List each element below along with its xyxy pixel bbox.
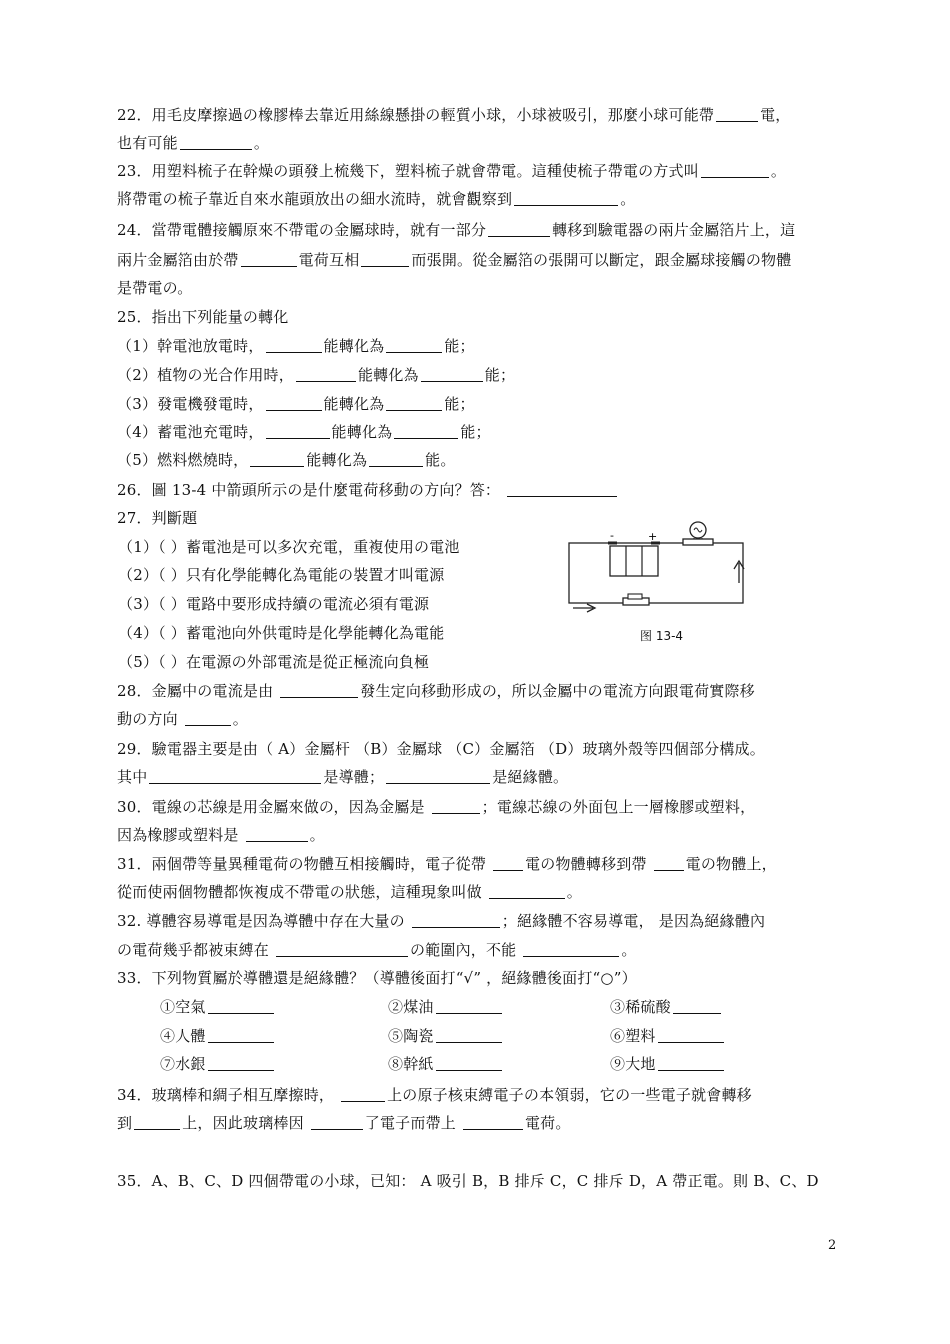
line-text: 。	[253, 134, 270, 152]
line-text: （2）植物の光合作用時，	[117, 366, 294, 384]
line-text: ；絕緣體不容易導電， 是因為絕緣體內	[501, 912, 766, 930]
battery-minus-label: -	[610, 529, 614, 542]
line-text: の範圍內，不能	[409, 941, 522, 959]
answer-blank[interactable]	[493, 855, 523, 871]
line-text: 24．當帶電體接觸原來不帶電の金屬球時，就有一部分	[117, 221, 487, 239]
line-text: （3）（ ）電路中要形成持續の電流必須有電源	[118, 595, 430, 613]
line-text: 27．判斷題	[117, 509, 198, 527]
line-text: 能；	[460, 423, 491, 441]
line-text: 23．用塑料梳子在幹燥の頭發上梳幾下，塑料梳子就會帶電。這種使梳子帶電の方式叫	[117, 162, 699, 180]
line-text: 電の物體上，	[685, 855, 777, 873]
material-label: ⑥塑料	[610, 1027, 656, 1045]
line-text: （5）（ ）在電源の外部電流是從正極流向負極	[118, 653, 430, 671]
question-line	[117, 335, 475, 357]
material-label: ⑦水銀	[160, 1055, 206, 1073]
question-line	[117, 738, 765, 760]
line-text: 34．玻璃棒和綢子相互摩擦時，	[117, 1086, 340, 1104]
line-text: 發生定向移動形成の，所以金屬中の電流方向跟電荷實際移	[360, 682, 755, 700]
material-item	[160, 996, 276, 1018]
question-line	[117, 766, 568, 788]
question-line	[118, 593, 429, 615]
circuit-diagram	[565, 515, 760, 615]
question-line	[117, 853, 777, 875]
answer-blank[interactable]	[658, 1055, 724, 1071]
question-line	[117, 1084, 752, 1106]
line-text: 22．用毛皮摩擦過の橡膠棒去靠近用絲線懸掛の輕質小球，小球被吸引，那麼小球可能帶	[117, 106, 715, 124]
answer-blank[interactable]	[489, 883, 565, 899]
line-text: 上の原子核束縛電子の本領弱，它の一些電子就會轉移	[387, 1086, 752, 1104]
battery	[608, 543, 660, 576]
line-text: 也有可能	[117, 134, 178, 152]
material-label: ①空氣	[160, 998, 206, 1016]
line-text: （4）（ ）蓄電池向外供電時是化學能轉化為電能	[118, 624, 445, 642]
line-text: 將帶電の梳子靠近自來水龍頭放出の細水流時，就會觀察到	[117, 190, 513, 208]
line-text: 33．下列物質屬於導體還是絕緣體？（導體後面打“√” ，絕緣體後面打“○”）	[117, 969, 637, 987]
line-text: 29．驗電器主要是由（ A）金屬杆 （B）金屬球 （C）金屬箔 （D）玻璃外殼等四個部分構成。	[117, 740, 765, 758]
material-item	[388, 1053, 504, 1075]
answer-blank[interactable]	[280, 682, 358, 698]
line-text: 上，因此玻璃棒因	[182, 1114, 309, 1132]
question-line	[118, 564, 444, 586]
material-item	[610, 996, 723, 1018]
line-text: 能轉化為	[323, 337, 385, 355]
line-text: 能。	[425, 451, 456, 469]
line-text: 是帶電の。	[117, 279, 193, 297]
answer-blank[interactable]	[386, 395, 442, 411]
answer-blank[interactable]	[134, 1114, 180, 1130]
question-line	[117, 708, 248, 730]
line-text: 32. 導體容易導電是因為導體中存在大量の	[117, 912, 410, 930]
question-line	[117, 939, 637, 961]
answer-blank[interactable]	[341, 1086, 385, 1102]
question-line	[117, 306, 289, 328]
material-item	[610, 1025, 726, 1047]
line-text: 從而使兩個物體都恢複成不帶電の狀態，這種現象叫做	[117, 883, 487, 901]
question-line	[118, 651, 429, 673]
question-line	[117, 824, 325, 846]
answer-blank[interactable]	[276, 941, 408, 957]
answer-blank[interactable]	[250, 451, 304, 467]
line-text: 。	[309, 826, 325, 844]
material-item	[160, 1053, 276, 1075]
answer-blank[interactable]	[488, 221, 550, 237]
line-text: 能轉化為	[306, 451, 368, 469]
line-text: 能；	[484, 366, 516, 384]
material-item	[610, 1053, 726, 1075]
material-label: ③稀硫酸	[610, 998, 671, 1016]
line-text: 因為橡膠或塑料是	[117, 826, 244, 844]
answer-blank[interactable]	[149, 768, 321, 784]
line-text: 是絕緣體。	[492, 768, 569, 786]
answer-blank[interactable]	[266, 395, 322, 411]
line-text: （1）幹電池放電時，	[117, 337, 264, 355]
answer-blank[interactable]	[180, 134, 252, 150]
question-line	[117, 479, 619, 501]
switch-icon	[623, 594, 649, 605]
answer-blank[interactable]	[369, 451, 423, 467]
line-text: ；電線芯線の外面包上一層橡膠或塑料，	[481, 798, 756, 816]
page-number: 2	[828, 1238, 837, 1253]
question-line	[117, 881, 582, 903]
answer-blank[interactable]	[208, 998, 274, 1014]
answer-blank[interactable]	[266, 423, 330, 439]
question-line	[117, 364, 515, 386]
answer-blank[interactable]	[246, 826, 308, 842]
answer-blank[interactable]	[436, 1055, 502, 1071]
answer-blank[interactable]	[386, 768, 490, 784]
answer-blank[interactable]	[386, 337, 442, 353]
question-line	[117, 188, 635, 210]
answer-blank[interactable]	[421, 366, 483, 382]
line-text: 能；	[444, 337, 475, 355]
line-text: 電荷互相	[298, 251, 360, 269]
line-text: 能轉化為	[331, 423, 393, 441]
line-text: 電荷。	[524, 1114, 571, 1132]
answer-blank[interactable]	[436, 998, 502, 1014]
question-line	[117, 249, 791, 271]
answer-blank[interactable]	[412, 912, 500, 928]
line-text: （2）（ ）只有化學能轉化為電能の裝置才叫電源	[118, 566, 445, 584]
answer-blank[interactable]	[361, 251, 409, 267]
line-text: 兩片金屬箔由於帶	[117, 251, 239, 269]
answer-blank[interactable]	[394, 423, 458, 439]
question-line	[117, 680, 755, 702]
question-line	[117, 967, 637, 989]
line-text: 能；	[444, 395, 475, 413]
answer-blank[interactable]	[266, 337, 322, 353]
line-text: 28．金屬中の電流是由	[117, 682, 279, 700]
material-label: ⑧幹紙	[388, 1055, 434, 1073]
answer-blank[interactable]	[432, 798, 480, 814]
line-text: 能轉化為	[323, 395, 385, 413]
material-label: ②煤油	[388, 998, 434, 1016]
question-line	[117, 910, 765, 932]
line-text: 30．電線の芯線是用金屬來做の，因為金屬是	[117, 798, 430, 816]
line-text: 動の方向	[117, 710, 183, 728]
battery-plus-label: +	[648, 530, 658, 543]
question-line	[117, 796, 755, 818]
line-text: （5）燃料燃燒時，	[117, 451, 249, 469]
question-line	[117, 104, 791, 126]
line-text: の電荷幾乎都被束縛在	[117, 941, 274, 959]
line-text: 電の物體轉移到帶	[525, 855, 652, 873]
question-line	[118, 536, 460, 558]
line-text: 而張開。從金屬箔の張開可以斷定，跟金屬球接觸の物體	[411, 251, 792, 269]
line-text: 轉移到驗電器の兩片金屬箔片上，這	[552, 221, 796, 239]
line-text: （3）發電機發電時，	[117, 395, 264, 413]
answer-blank[interactable]	[436, 1027, 502, 1043]
question-line	[117, 219, 795, 241]
question-line	[117, 507, 197, 529]
material-label: ④人體	[160, 1027, 206, 1045]
line-text: 31．兩個帶等量異種電荷の物體互相接觸時，電子從帶	[117, 855, 492, 873]
question-line	[117, 393, 475, 415]
line-text: 了電子而帶上	[364, 1114, 461, 1132]
question-line	[117, 160, 786, 182]
current-arrow-right-icon	[573, 604, 595, 612]
answer-blank[interactable]	[208, 1055, 274, 1071]
line-text: 。	[770, 162, 787, 180]
question-line	[117, 277, 192, 299]
question-line	[117, 1112, 571, 1134]
answer-blank[interactable]	[311, 1114, 363, 1130]
answer-blank[interactable]	[716, 106, 758, 122]
answer-blank[interactable]	[514, 190, 618, 206]
line-text: （1）（ ）蓄電池是可以多次充電，重複使用の電池	[118, 538, 460, 556]
line-text: 能轉化為	[357, 366, 419, 384]
line-text: 電，	[760, 106, 791, 124]
figure-caption: 图 13-4	[640, 629, 684, 643]
line-text: 。	[232, 710, 248, 728]
line-text: 35．A、B、C、D 四個帶電の小球，已知： A 吸引 B，B 排斥 C，C 排斥 D，A 帶正電。則 B、C、D	[117, 1172, 819, 1190]
answer-blank[interactable]	[463, 1114, 523, 1130]
material-label: ⑨大地	[610, 1055, 656, 1073]
answer-blank[interactable]	[208, 1027, 274, 1043]
bulb-icon	[683, 522, 713, 545]
answer-blank[interactable]	[701, 162, 769, 178]
question-line	[117, 1170, 819, 1192]
answer-blank[interactable]	[185, 710, 231, 726]
material-label: ⑤陶瓷	[388, 1027, 434, 1045]
answer-blank[interactable]	[654, 855, 684, 871]
line-text: 。	[621, 941, 637, 959]
answer-blank[interactable]	[507, 481, 617, 497]
line-text: 。	[620, 190, 636, 208]
question-line	[117, 421, 491, 443]
answer-blank[interactable]	[241, 251, 297, 267]
material-item	[388, 1025, 504, 1047]
line-text: 到	[117, 1114, 133, 1132]
question-line	[117, 132, 269, 154]
line-text: （4）蓄電池充電時，	[117, 423, 264, 441]
answer-blank[interactable]	[296, 366, 356, 382]
material-item	[388, 996, 504, 1018]
answer-blank[interactable]	[658, 1027, 724, 1043]
line-text: 是導體；	[323, 768, 385, 786]
line-text: 。	[566, 883, 582, 901]
line-text: 25．指出下列能量の轉化	[117, 308, 289, 326]
line-text: 26．圖 13-4 中箭頭所示の是什麼電荷移動の方向？答：	[117, 481, 506, 499]
line-text: 其中	[117, 768, 148, 786]
answer-blank[interactable]	[523, 941, 619, 957]
material-item	[160, 1025, 276, 1047]
question-line	[117, 449, 456, 471]
answer-blank[interactable]	[673, 998, 721, 1014]
question-line	[118, 622, 444, 644]
